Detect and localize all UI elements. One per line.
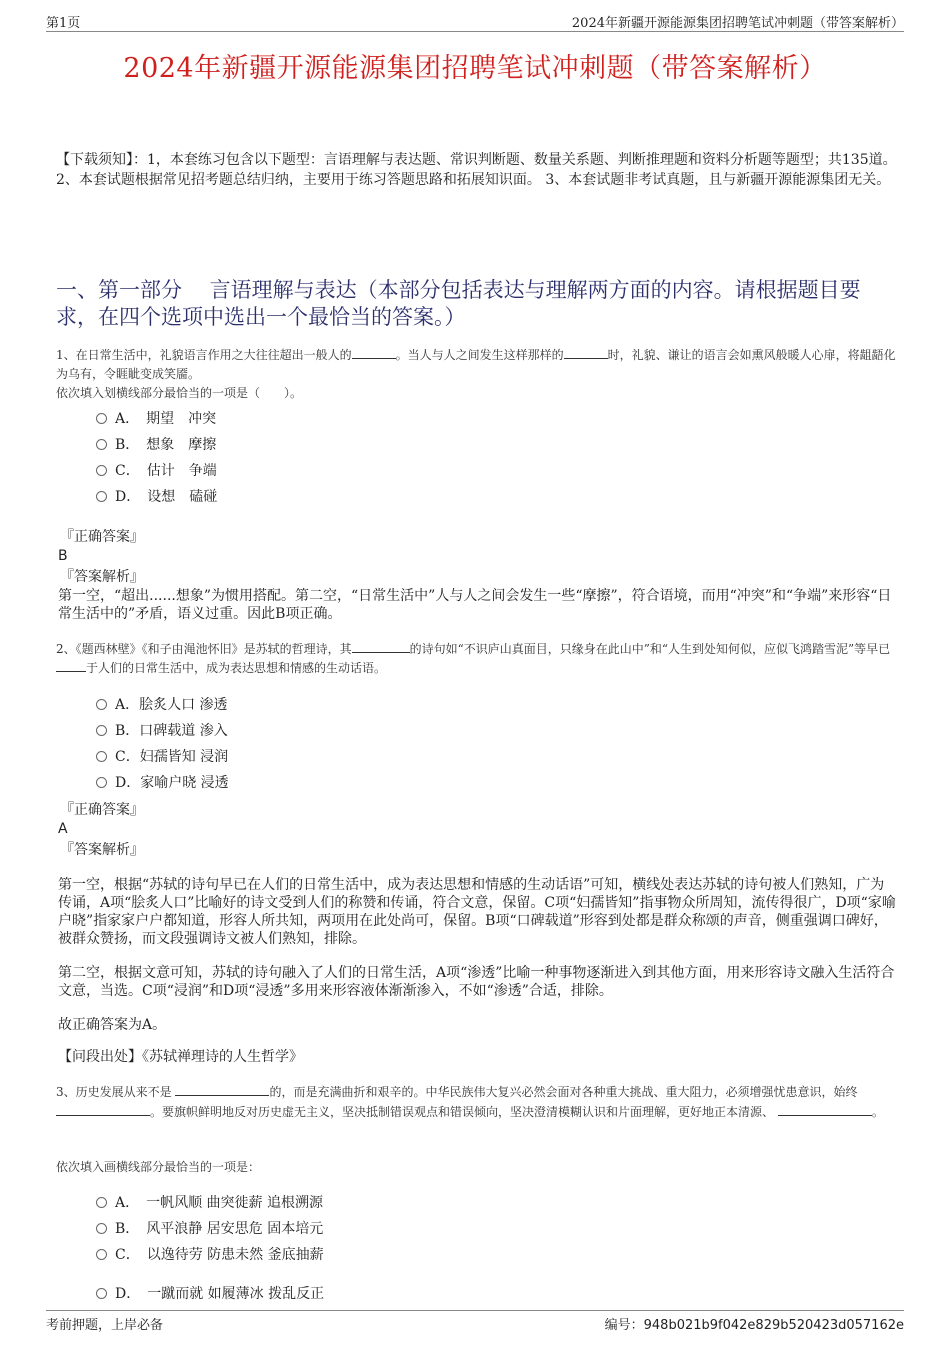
q1-answer: B	[58, 548, 68, 564]
q1-correct-label: 『正确答案』	[60, 529, 144, 545]
page-number: 第1页	[46, 16, 81, 31]
radio-icon[interactable]	[96, 491, 107, 502]
blank-line	[564, 346, 608, 359]
q2-analysis-2: 第二空，根据文意可知，苏轼的诗句融入了人们的日常生活，A项“渗透”比喻一种事物逐渐进入到其他方面，用来形容诗文融入生活符合文意，当选。C项“浸润”和D项“浸透”多用来形容液体渐渐渗入，不如“渗透”合适，排除。	[58, 965, 895, 999]
q2-option-b[interactable]: B．口碑载道 渗入	[96, 721, 228, 741]
q3-option-c[interactable]: C． 以逸待劳 防患未然 釜底抽薪	[96, 1245, 324, 1265]
radio-icon[interactable]	[96, 413, 107, 424]
header-doc-name: 2024年新疆开源能源集团招聘笔试冲刺题（带答案解析）	[571, 16, 904, 31]
q2-analysis-label: 『答案解析』	[60, 842, 144, 858]
footer-code: 编号：948b021b9f042e829b520423d057162e	[604, 1318, 904, 1333]
q2-answer: A	[58, 821, 68, 837]
q1-option-a[interactable]: A． 期望 冲突	[96, 409, 216, 429]
q3-option-d[interactable]: D． 一蹴而就 如履薄冰 拨乱反正	[96, 1284, 324, 1304]
footer-slogan: 考前押题，上岸必备	[46, 1318, 164, 1333]
section-title: 一、第一部分 言语理解与表达（本部分包括表达与理解两方面的内容。请根据题目要求，在四个选项中选出一个最恰当的答案。）	[56, 278, 861, 329]
download-notice: 【下载须知】：1，本套练习包含以下题型：言语理解与表达题、常识判断题、数量关系题、判断推理题和资料分析题等题型；共135道。 2、本套试题根据常见招考题总结归纳，主要用于练习答题思路和拓展知识面。 3、本套试题非考试真题，且与新疆开源能源集团无关。	[56, 152, 897, 188]
radio-icon[interactable]	[96, 699, 107, 710]
question-2-stem: 2、《题西林壁》《和子由渑池怀旧》是苏轼的哲理诗，其 的诗句如“不识庐山真面目，只缘身在此山中”和“人生到处知何似，应似飞鸿踏雪泥”等早已于人们的日常生活中，成为表达思想和情感的生动话语。	[56, 642, 891, 675]
blank-line	[56, 659, 86, 672]
q3-option-b[interactable]: B． 风平浪静 居安思危 固本培元	[96, 1219, 323, 1239]
q2-source: 【问段出处】《苏轼禅理诗的人生哲学》	[58, 1049, 303, 1065]
blank-line	[352, 640, 410, 653]
blank-line	[56, 1103, 150, 1116]
question-3-stem: 3、历史发展从来不是 的，而是充满曲折和艰辛的。中华民族伟大复兴必然会面对各种重大挑战、重大阻力，必须增强忧患意识，始终 。要旗帜鲜明地反对历史虚无主义，坚决抵制错误观点和错误倾向，坚决澄清模糊认识和片面理解，更好地正本清源、 。	[56, 1085, 884, 1119]
blank-line	[778, 1103, 872, 1116]
radio-icon[interactable]	[96, 1223, 107, 1234]
q1-option-d[interactable]: D． 设想 磕碰	[96, 487, 217, 507]
blank-line	[175, 1083, 269, 1096]
q2-option-a[interactable]: A．脍炙人口 渗透	[96, 695, 228, 715]
radio-icon[interactable]	[96, 439, 107, 450]
radio-icon[interactable]	[96, 1249, 107, 1260]
radio-icon[interactable]	[96, 465, 107, 476]
radio-icon[interactable]	[96, 777, 107, 788]
q1-option-b[interactable]: B． 想象 摩擦	[96, 435, 216, 455]
q3-prompt: 依次填入画横线部分最恰当的一项是：	[56, 1160, 261, 1174]
q2-correct-label: 『正确答案』	[60, 802, 144, 818]
blank-line	[352, 346, 396, 359]
document-title: 2024年新疆开源能源集团招聘笔试冲刺题（带答案解析）	[123, 53, 827, 84]
header-divider	[46, 31, 904, 32]
radio-icon[interactable]	[96, 1288, 107, 1299]
q2-analysis-3: 故正确答案为A。	[58, 1017, 167, 1033]
q3-option-a[interactable]: A． 一帆风顺 曲突徙薪 追根溯源	[96, 1193, 323, 1213]
footer-divider	[46, 1310, 904, 1311]
radio-icon[interactable]	[96, 1197, 107, 1208]
question-1-stem: 1、在日常生活中，礼貌语言作用之大往往超出一般人的 。当人与人之间发生这样那样的 时，礼貌、谦让的语言会如熏风般暖人心扉，将龃龉化为乌有，令睚眦变成笑靥。 依次填入划横线部分最恰当的一项是（ ）。	[56, 348, 896, 400]
radio-icon[interactable]	[96, 751, 107, 762]
q2-option-c[interactable]: C．妇孺皆知 浸润	[96, 747, 228, 767]
q1-analysis-label: 『答案解析』	[60, 569, 144, 585]
q2-analysis-1: 第一空，根据“苏轼的诗句早已在人们的日常生活中，成为表达思想和情感的生动话语”可知，横线处表达苏轼的诗句被人们熟知，广为传诵，A项“脍炙人口”比喻好的诗文受到人们的称赞和传诵，符合文意，保留。C项“妇孺皆知”指事物众所周知，流传得很广，D项“家喻户晓”指家家户户都知道，形容人所共知，两项用在此处尚可，保留。B项“口碑载道”形容到处都是群众称颂的声音，侧重强调口碑好，被群众赞扬，而文段强调诗文被人们熟知，排除。	[58, 877, 896, 947]
q1-analysis: 第一空，“超出......想象”为惯用搭配。第二空，“日常生活中”人与人之间会发生一些“摩擦”，符合语境，而用“冲突”和“争端”来形容“日常生活中的”矛盾，语义过重。因此B项正确。	[58, 588, 892, 622]
radio-icon[interactable]	[96, 725, 107, 736]
q1-option-c[interactable]: C． 估计 争端	[96, 461, 217, 481]
q2-option-d[interactable]: D．家喻户晓 浸透	[96, 773, 229, 793]
